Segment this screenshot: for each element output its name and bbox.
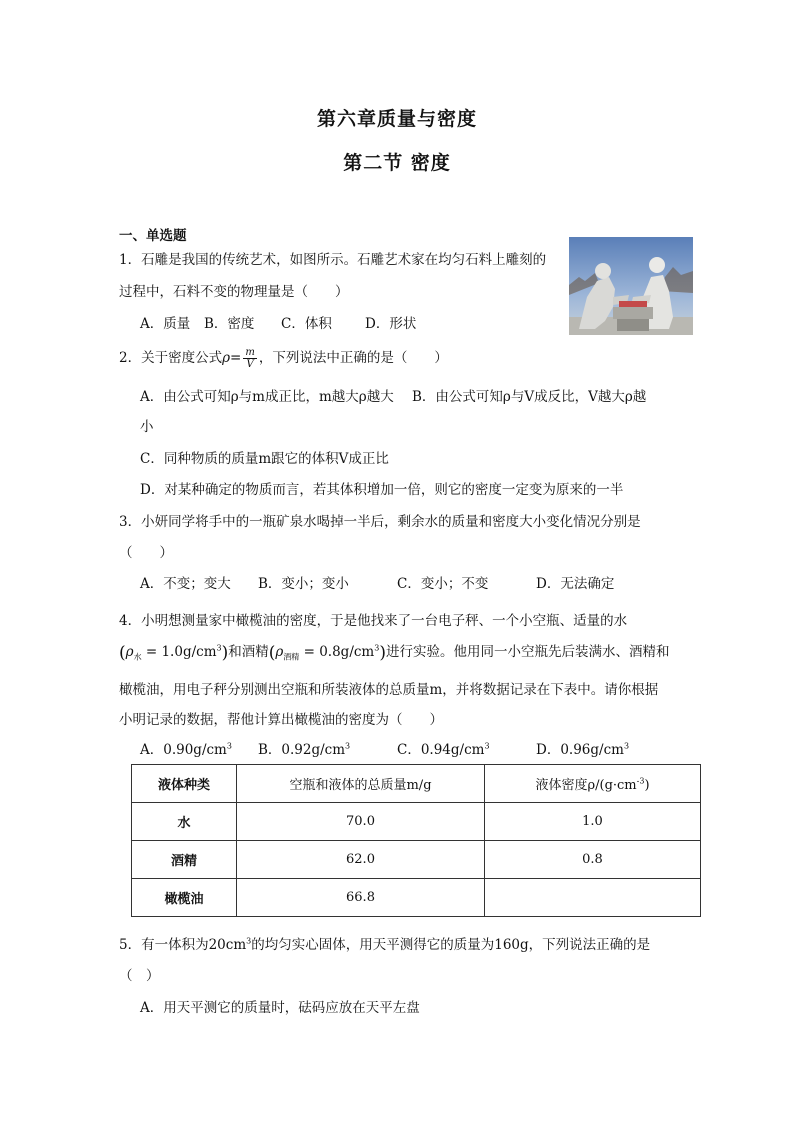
- alcohol-subscript: 酒精: [283, 652, 300, 662]
- section-heading: 一、单选题: [119, 228, 187, 244]
- cell-mass: 62.0: [237, 841, 485, 879]
- q2-options-ab: [140, 385, 646, 405]
- cell-liquid: 橄榄油: [132, 879, 237, 917]
- stone-sculpture-image: [569, 237, 693, 335]
- cell-density: [485, 879, 701, 917]
- q5-stem-b: 的均匀实心固体，用天平测得它的质量为160g，下列说法正确的是: [251, 937, 651, 953]
- q1-stem-line1: 1．石雕是我国的传统艺术，如图所示。石雕艺术家在均匀石料上雕刻的: [119, 252, 547, 268]
- q2-stem-b: ，下列说法中正确的是（ ）: [258, 350, 448, 366]
- q1-option-c: C．体积: [281, 316, 332, 332]
- fraction-denominator: V: [246, 359, 254, 370]
- q4-stem-line2: $(\rho_水 = 1.0g/cm^3)$和酒精$(\rho_{酒精} = 0.8g/cm^3)$进行实验。他用同一小空瓶先后装满水、酒精和: [119, 643, 670, 663]
- q3-option-a: A．不变；变大: [140, 576, 231, 592]
- q5-stem-line1: [119, 933, 650, 953]
- q2-stem-a: 2．关于密度公式: [119, 350, 223, 366]
- q4-options: [140, 738, 629, 758]
- q5-option-a: A．用天平测它的质量时，砝码应放在天平左盘: [140, 1000, 420, 1016]
- cube-exponent: 3: [246, 936, 252, 946]
- q4-option-c: C．$0.94g/cm^3$: [397, 741, 490, 758]
- table-header-row: [132, 765, 701, 803]
- q4-option-b: B．$0.92g/cm^3$: [258, 741, 351, 758]
- and-alcohol-text: 和酒精: [228, 644, 269, 660]
- table-row: [132, 879, 701, 917]
- cube-exponent: 3: [374, 643, 380, 653]
- header-total-mass: 空瓶和液体的总质量m/g: [237, 765, 485, 803]
- q4-option-a: A．$0.90g/cm^3$: [140, 741, 232, 758]
- section-title: 第二节 密度: [343, 152, 451, 174]
- chapter-title: 第六章质量与密度: [316, 108, 477, 130]
- cell-density: 0.8: [485, 841, 701, 879]
- equals-sign: =: [230, 350, 242, 366]
- q1-option-d: D．形状: [365, 316, 417, 332]
- q3-option-c: C．变小；不变: [397, 576, 489, 592]
- q1-options: [140, 312, 416, 332]
- water-subscript: 水: [133, 652, 142, 662]
- cell-mass: 70.0: [237, 803, 485, 841]
- q5-stem-line2: （ ）: [119, 968, 160, 984]
- q2-option-b: B．由公式可知ρ与V成反比，V越大ρ越: [412, 389, 647, 405]
- cell-density: 1.0: [485, 803, 701, 841]
- water-density-value: = 1.0g/cm: [141, 644, 217, 660]
- alcohol-rho-symbol: ρ: [275, 644, 284, 660]
- q2-option-d: D．对某种确定的物质而言，若其体积增加一倍，则它的密度一定变为原来的一半: [140, 482, 624, 498]
- q3-stem-line2: （ ）: [119, 545, 173, 561]
- table-row: [132, 841, 701, 879]
- q1-option-b: B．密度: [204, 316, 255, 332]
- q3-option-d: D．无法确定: [536, 576, 615, 592]
- q2-option-a: A．由公式可知ρ与m成正比，m越大ρ越大: [140, 389, 394, 405]
- alcohol-density-value: = 0.8g/cm: [299, 644, 375, 660]
- mass-over-volume-fraction: [243, 347, 256, 370]
- q3-options: [140, 572, 614, 592]
- q2-option-c: C．同种物质的质量m跟它的体积V成正比: [140, 451, 389, 467]
- q4-stem-line1: 4．小明想测量家中橄榄油的密度，于是他找来了一台电子秤、一个小空瓶、适量的水: [119, 613, 628, 629]
- q4-stem-line4: 小明记录的数据，帮他计算出橄榄油的密度为（ ）: [119, 712, 443, 728]
- q3-stem-line1: 3．小妍同学将手中的一瓶矿泉水喝掉一半后，剩余水的质量和密度大小变化情况分别是: [119, 514, 641, 530]
- cube-exponent: 3: [216, 643, 222, 653]
- q4-stem-line3: 橄榄油，用电子秤分别测出空瓶和所装液体的总质量m，并将数据记录在下表中。请你根据: [119, 682, 659, 698]
- q4-option-d: D．$0.96g/cm^3$: [536, 741, 630, 758]
- q4-stem-line2-tail: 进行实验。他用同一小空瓶先后装满水、酒精和: [385, 644, 670, 660]
- q1-option-a: A．质量: [140, 316, 191, 332]
- fraction-numerator: m: [245, 347, 255, 358]
- q1-stem-line2: 过程中，石料不变的物理量是（ ）: [119, 284, 349, 300]
- header-density: 液体密度$\rho/(g\cdot cm^{-3})$: [485, 765, 701, 803]
- cell-liquid: 水: [132, 803, 237, 841]
- q2-option-b-cont: 小: [140, 419, 154, 435]
- q5-stem-a: 5．有一体积为20cm: [119, 937, 247, 953]
- cell-liquid: 酒精: [132, 841, 237, 879]
- rho-symbol: ρ: [222, 350, 231, 366]
- liquid-data-table: [131, 764, 701, 917]
- header-liquid-type: 液体种类: [132, 765, 237, 803]
- q2-stem: [119, 346, 448, 370]
- cell-mass: 66.8: [237, 879, 485, 917]
- water-rho-symbol: ρ: [125, 644, 134, 660]
- table-row: [132, 803, 701, 841]
- q3-option-b: B．变小；变小: [258, 576, 349, 592]
